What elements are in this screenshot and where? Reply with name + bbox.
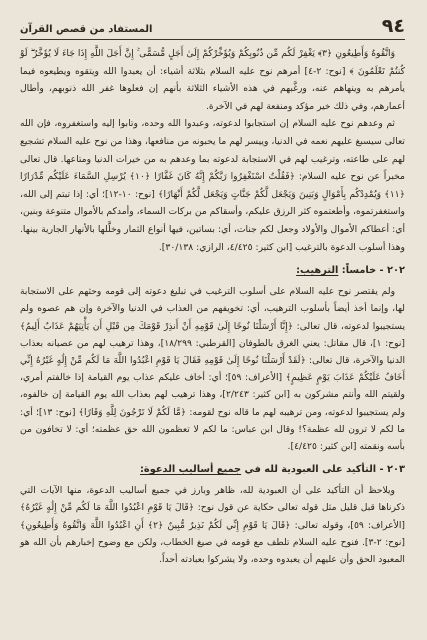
section-heading-servitude xyxy=(20,461,405,478)
page-body xyxy=(20,40,405,568)
page-header xyxy=(20,0,405,40)
section-title: جميع أساليب الدعوة: xyxy=(140,464,242,476)
paragraph-intimidation: ولم يقتصر نوح عليه السلام على أسلوب الترغيب في تبليغ دعوته إلى قومه وحثهم على الاستجابة لها، وإنما أخذ أيضاً بأسلوب الترهيب، أي: تخويفهم من العذاب في الدنيا والآخرة وإن هم عصوه ولم يستجيبوا لدعوته، قال تعالى: ﴿إِنَّا أَرْسَلْنَا نُوحًا إِلَىٰ قَوْمِهِ أَنْ أَنذِرْ قَوْمَكَ مِن قَبْلِ أَن يَأْتِيَهُمْ عَذَابٌ أَلِيمٌ﴾ [نوح: ١]، قال مقاتل: يعني الغرق بالطوفان [القرطبي: ١٨/٢٩٩]، وهذا ترهيب لهم من عصيانه بعذاب الدنيا والآخرة، قال تعالى: ﴿لَقَدْ أَرْسَلْنَا نُوحًا إِلَىٰ قَوْمِهِ فَقَالَ يَا قَوْمِ اعْبُدُوا اللَّهَ مَا لَكُم مِّنْ إِلَٰهٍ غَيْرُهُ إِنِّي أَخَافُ عَلَيْكُمْ عَذَابَ يَوْمٍ عَظِيمٍ﴾ [الأعراف: ٥٩]؛ أي: أخاف عليكم عذاب يوم القيامة إذا خالفتم أمري، ولقيتم الله وأنتم مشركون به [ابن كثير: ٢/٢٤٣]، وهذا ترهيب لهم بعذاب الله يوم القيامة إن خالفوه، ولم يستجيبوا لدعوته، ومن ترهيبه لهم ما قاله نوح لقومه: ﴿مَّا لَكُمْ لَا تَرْجُونَ لِلَّهِ وَقَارًا﴾ [نوح: ١٣]؛ أي: ما لكم لا ترون لله عظمة؟! وقال ابن عباس: ما لكم لا تعظمون الله حق عظمته؛ أي: لا تخافون من بأسه ونقمته [ابن كثير: ٤/٤٢٥]. xyxy=(20,286,406,452)
paragraph-intro-verses: وَاتَّقُوهُ وَأَطِيعُونِ ﴿٣﴾ يَغْفِرْ لَكُم مِّن ذُنُوبِكُمْ وَيُؤَخِّرْكُمْ إِلَىٰ أَجَلٍ مُّسَمًّى ۚ إِنَّ أَجَلَ اللَّهِ إِذَا جَاءَ لَا يُؤَخَّرُ ۖ لَوْ كُنتُمْ تَعْلَمُونَ ﴾ [نوح: ٢-٤] أمرهم نوح عليه السلام بثلاثة أشياء: أن يعبدوا الله ويتقوه ويطيعوه فيما يأمرهم به وينهاهم عنه، ورغَّبهم في هذه الأشياء الثلاثة بأنهم إن فعلوها غفر الله ذنوبهم، وأطال أعمارهم، وفي ذلك خير مؤكد ومنفعة لهم في الآخرة. xyxy=(20,48,405,112)
section-number: ٢٠٣ - التأكيد على العبودية لله في xyxy=(244,464,405,476)
paragraph-servitude: ويلاحظ أن التأكيد على أن العبودية لله، ظاهر وبارز في جميع أساليب الدعوة، منها الآيات التي ذكرناها قبل قليل مثل قوله تعالى حكاية عن قول نوح: ﴿قَالَ يَا قَوْمِ اعْبُدُوا اللَّهَ مَا لَكُم مِّنْ إِلَٰهٍ غَيْرُهُ﴾ [الأعراف: ٥٩]، وقوله تعالى: ﴿قَالَ يَا قَوْمِ إِنِّي لَكُمْ نَذِيرٌ مُّبِينٌ ﴿٢﴾ أَنِ اعْبُدُوا اللَّهَ وَاتَّقُوهُ وَأَطِيعُونِ﴾ [نوح: ٢-٣]. فنوح عليه السلام تلطف مع قومه في صيغ الخطاب، ولكن مع وضوح إخبارهم بأن الله هو المعبود الحق وأن عليهم أن يعبدوه وحده، ولا يشركوا بعبادته أحداً. xyxy=(20,485,405,565)
paragraph-encouragement: ثم وعدهم نوح عليه السلام إن استجابوا لدعوته، وعبدوا الله وحده، وتابوا إليه واستغفروه، فإن الله تعالى سيسبغ عليهم نعمه في الدنيا، وييسر لهم ما يحبونه من منافعها، وهذا من نوح عليه السلام تشجيع لهم على طاعته، وترغيب لهم في الاستجابة لدعوته بما وعدهم به من خيرات الدنيا ومتاعها. قال تعالى مخبراً عن نوح عليه السلام: ﴿فَقُلْتُ اسْتَغْفِرُوا رَبَّكُمْ إِنَّهُ كَانَ غَفَّارًا ﴿١٠﴾ يُرْسِلِ السَّمَاءَ عَلَيْكُم مِّدْرَارًا ﴿١١﴾ وَيُمْدِدْكُم بِأَمْوَالٍ وَبَنِينَ وَيَجْعَل لَّكُمْ جَنَّاتٍ وَيَجْعَل لَّكُمْ أَنْهَارًا﴾ [نوح: ١٠-١٢]؛ أي: إذا تبتم إلى الله، واستغفرتموه، وأطعتموه كثر الرزق عليكم، وأسقاكم من بركات السماء، وأمدكم بالأموال متنوعة وبنين، أي: أعطاكم الأموال والأولاد وجعل لكم جنات، أي: بساتين، فيها أنواع الثمار وخلَّلها بالأنهار الجارية بينها. وهذا أسلوب الدعوة بالترغيب [ابن كثير: ٤/٤٢٥، الرازي: ٣٠/١٣٨]. xyxy=(20,118,406,253)
page-number: ٩٤ xyxy=(381,15,405,37)
section-number: ٢٠٢ - خامساً: xyxy=(341,265,405,277)
running-title: المستفاد من قصص القرآن xyxy=(20,24,153,35)
section-title: الترهيب: xyxy=(296,265,339,277)
section-heading-intimidation xyxy=(20,262,405,279)
